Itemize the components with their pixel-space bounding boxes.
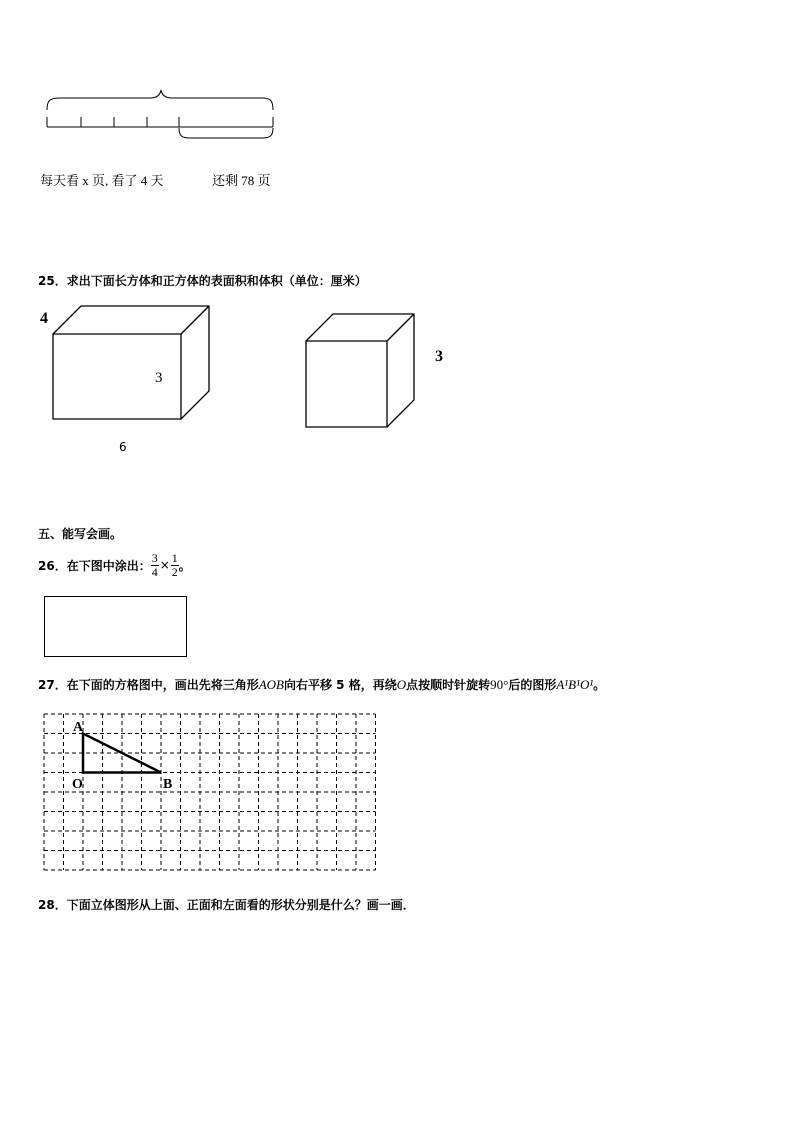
- angle-value: 90°: [490, 677, 509, 692]
- question-27: 27．在下面的方格图中，画出先将三角形AOB向右平移 5 格，再绕O点按顺时针旋转90°后的图形A¹B¹O¹。: [38, 677, 606, 692]
- fraction-one-half: $\frac{1}{2}$: [171, 550, 178, 579]
- section-heading: 五、能写会画。: [38, 527, 123, 541]
- vertex-b-label: B: [163, 777, 173, 792]
- brace-caption-left: 每天看 x 页, 看了 4 天: [40, 173, 164, 188]
- brace-caption-right: 还剩 78 页: [212, 173, 271, 188]
- cube-edge-label: 3: [435, 348, 443, 365]
- question-25: 25．求出下面长方体和正方体的表面积和体积（单位：厘米）: [38, 274, 367, 288]
- q26-suffix: 。: [178, 558, 191, 573]
- result-figure-name: A¹B¹O¹: [556, 677, 594, 692]
- cuboid-length-label: 6: [119, 440, 127, 454]
- triangle-name: AOB: [258, 677, 284, 692]
- fraction-three-quarters: $\frac{3}{4}$: [151, 550, 158, 579]
- point-o: O: [396, 677, 407, 692]
- vertex-a-label: A: [73, 720, 84, 735]
- question-28: 28．下面立体图形从上面、正面和左面看的形状分别是什么？画一画．: [38, 898, 415, 912]
- vertex-o-label: O: [72, 777, 83, 792]
- cuboid-height-label: 3: [155, 370, 163, 386]
- times-sign: ×: [159, 558, 170, 572]
- q26-prefix: 26．在下图中涂出：: [38, 558, 151, 573]
- cuboid-depth-label: 4: [40, 310, 48, 327]
